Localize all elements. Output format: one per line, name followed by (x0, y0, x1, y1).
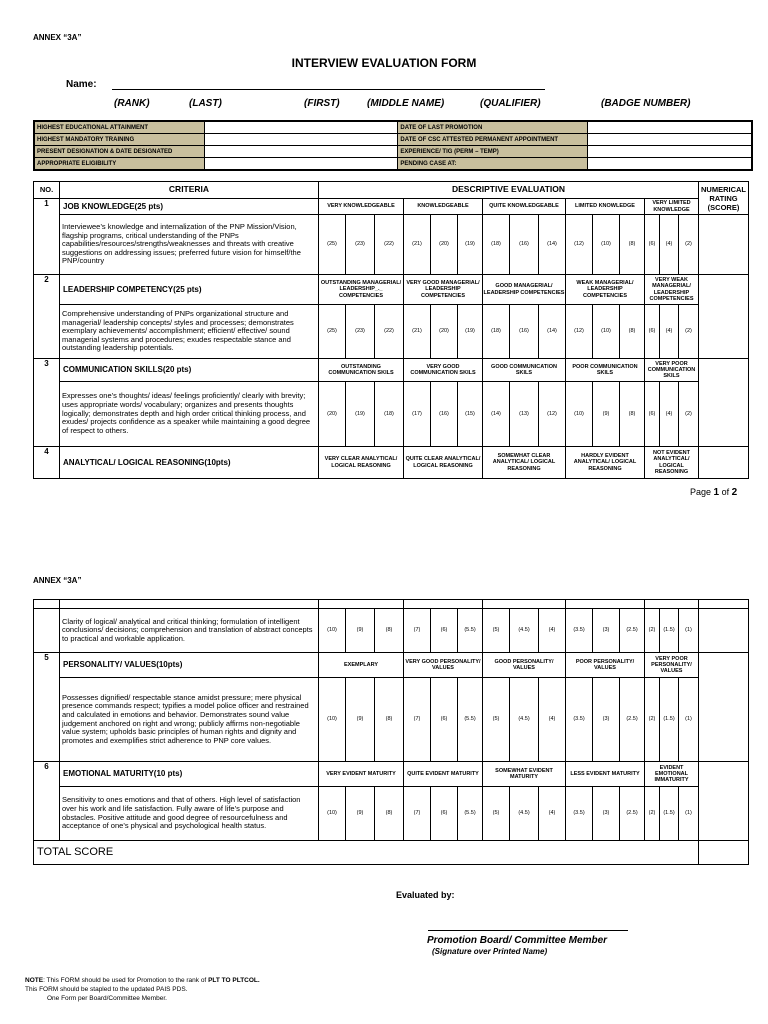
info-label: APPROPRIATE ELIGIBILITY (34, 158, 205, 171)
continuation-spacer-row (34, 600, 749, 609)
score-option[interactable]: (14) (483, 382, 510, 447)
score-option[interactable]: (20) (319, 382, 346, 447)
page-number (690, 487, 737, 498)
score-option[interactable]: (10) (319, 787, 346, 841)
criterion-description: Sensitivity to ones emotions and that of others. High level of satisfaction over his work and life satisfaction. Fully aware of life’s purpose and obstacles. Positive attitude and good degree of resourcefulness and acceptance of one’s physical and psychological health status. (60, 787, 319, 841)
score-option[interactable]: (5) (483, 609, 510, 653)
score-option[interactable]: (8) (620, 305, 645, 359)
score-option[interactable]: (12) (539, 382, 566, 447)
blank-cell (60, 600, 319, 609)
criterion-name: ANALYTICAL/ LOGICAL REASONING(10pts) (60, 447, 319, 479)
level-label: QUITE KNOWLEDGEABLE (483, 199, 566, 215)
score-option[interactable]: (5.5) (458, 609, 483, 653)
criterion-score-row (34, 305, 749, 359)
score-option[interactable]: (2.5) (620, 678, 645, 762)
info-label: HIGHEST MANDATORY TRAINING (34, 134, 205, 146)
level-label: SOMEWHAT EVIDENT MATURITY (483, 762, 566, 787)
evaluated-by-label: Evaluated by: (396, 890, 455, 900)
score-option[interactable]: (16) (510, 215, 539, 275)
name-input-line[interactable] (112, 89, 545, 90)
note-text-1a: : This FORM should be used for Promotion to the rank of (43, 977, 209, 984)
blank-cell (645, 600, 699, 609)
name-field-first: (FIRST) (304, 98, 340, 109)
page-prefix: Page (690, 487, 714, 497)
score-input[interactable] (699, 447, 749, 479)
score-option[interactable]: (10) (319, 609, 346, 653)
level-label: VERY POOR PERSONALITY/ VALUES (645, 653, 699, 678)
score-option[interactable]: (25) (319, 305, 346, 359)
criterion-number: 5 (34, 653, 60, 762)
score-option[interactable]: (23) (346, 305, 375, 359)
note-label: NOTE (25, 977, 44, 984)
score-option[interactable]: (3.5) (566, 678, 593, 762)
score-option[interactable]: (3) (593, 609, 620, 653)
page-total: 2 (731, 487, 738, 498)
score-input[interactable] (699, 215, 749, 275)
board-member-label: Promotion Board/ Committee Member (427, 935, 608, 946)
total-score-row (34, 841, 749, 865)
blank-cell (483, 600, 566, 609)
score-option[interactable]: (2) (645, 787, 660, 841)
level-label: VERY WEAK MANAGERIAL/ LEADERSHIP COMPETENCIES (645, 275, 699, 305)
level-label: OUTSTANDING MANAGERIAL/ LEADERSHIP_._ COMPETENCIES (319, 275, 404, 305)
criteria-header: CRITERIA (60, 182, 319, 199)
info-value-field[interactable] (205, 158, 398, 171)
criterion-number: 2 (34, 275, 60, 359)
score-option[interactable]: (6) (431, 609, 458, 653)
score-option[interactable]: (8) (375, 609, 404, 653)
score-option[interactable]: (20) (431, 215, 458, 275)
criterion-name: JOB KNOWLEDGE(25 pts) (60, 199, 319, 215)
score-option[interactable]: (3.5) (566, 787, 593, 841)
criterion-name: PERSONALITY/ VALUES(10pts) (60, 653, 319, 678)
note-line-2: This FORM should be stapled to the updated PAIS PDS. (25, 986, 188, 993)
page-of: of (719, 487, 732, 497)
criterion-number: 1 (34, 199, 60, 275)
level-label: VERY GOOD COMMUNICATION SKILS (404, 359, 483, 382)
info-value-field[interactable] (588, 134, 752, 146)
info-row (34, 134, 752, 146)
score-option[interactable]: (21) (404, 305, 431, 359)
level-label: GOOD PERSONALITY/ VALUES (483, 653, 566, 678)
blank-cell (699, 600, 749, 609)
score-option[interactable]: (1.5) (660, 609, 679, 653)
level-label: QUITE EVIDENT MATURITY (404, 762, 483, 787)
score-option[interactable]: (7) (404, 609, 431, 653)
score-option[interactable]: (8) (375, 787, 404, 841)
score-option[interactable]: (6) (431, 678, 458, 762)
score-option[interactable]: (5) (483, 787, 510, 841)
score-option[interactable]: (19) (346, 382, 375, 447)
level-label: GOOD COMMUNICATION SKILS (483, 359, 566, 382)
score-option[interactable]: (23) (346, 215, 375, 275)
name-field-rank: (RANK) (114, 98, 150, 109)
evaluation-table-page1 (33, 181, 749, 479)
score-option[interactable]: (4.5) (510, 609, 539, 653)
level-label: EVIDENT EMOTIONAL IMMATURITY (645, 762, 699, 787)
score-option[interactable]: (4.5) (510, 678, 539, 762)
info-row (34, 146, 752, 158)
header-row (34, 182, 749, 199)
score-option[interactable]: (14) (539, 305, 566, 359)
level-label: VERY POOR COMMUNICATION SKILS (645, 359, 699, 382)
score-option[interactable]: (8) (375, 678, 404, 762)
score-option[interactable]: (6) (431, 787, 458, 841)
score-option[interactable]: (21) (404, 215, 431, 275)
info-label: PENDING CASE AT: (398, 158, 588, 171)
score-option[interactable]: (1) (679, 787, 699, 841)
evaluation-table-page2 (33, 599, 749, 865)
info-value-field[interactable] (588, 146, 752, 158)
note-line-1 (25, 977, 260, 984)
score-option[interactable]: (6) (645, 305, 660, 359)
score-option[interactable]: (16) (510, 305, 539, 359)
level-label: EXEMPLARY (319, 653, 404, 678)
score-option[interactable]: (4) (660, 305, 679, 359)
score-option[interactable]: (5.5) (458, 678, 483, 762)
score-option[interactable]: (16) (431, 382, 458, 447)
score-input[interactable] (699, 359, 749, 447)
score-input[interactable] (699, 609, 749, 653)
score-option[interactable]: (4) (539, 678, 566, 762)
info-value-field[interactable] (205, 146, 398, 158)
criterion-description: Comprehensive understanding of PNPs organizational structure and managerial/ leadership concepts/ styles and processes; demonstrates exemplary achievements/ accomplishment; efficient/ effective/ sound managerial systems and procedures; exudes respectable stance and outstanding leadership potentials. (60, 305, 319, 359)
total-score-input[interactable] (699, 841, 749, 865)
note-line-3: One Form per Board/Committee Member. (47, 995, 167, 1002)
score-option[interactable]: (3) (593, 787, 620, 841)
score-input[interactable] (699, 653, 749, 762)
criterion-level-row (34, 447, 749, 479)
level-label: VERY CLEAR ANALYTICAL/ LOGICAL REASONING (319, 447, 404, 479)
note-text-1b: PLT TO PLTCOL. (208, 977, 260, 984)
signature-line[interactable] (428, 930, 628, 931)
info-label: HIGHEST EDUCATIONAL ATTAINMENT (34, 121, 205, 134)
blank-cell (319, 600, 404, 609)
numerical-rating-header: NUMERICAL RATING (SCORE) (699, 182, 749, 215)
info-label: DATE OF LAST PROMOTION (398, 121, 588, 134)
score-option[interactable]: (3) (593, 678, 620, 762)
score-option[interactable]: (7) (404, 787, 431, 841)
score-option[interactable]: (2.5) (620, 609, 645, 653)
blank-cell (566, 600, 645, 609)
criterion-name: LEADERSHIP COMPETENCY(25 pts) (60, 275, 319, 305)
score-option[interactable]: (4) (539, 609, 566, 653)
score-option[interactable]: (5.5) (458, 787, 483, 841)
score-option[interactable]: (20) (431, 305, 458, 359)
score-option[interactable]: (15) (458, 382, 483, 447)
criterion-description: Interviewee’s knowledge and internalization of the PNP Mission/Vision, flagship programs, critical understanding of the PNPs capabilities/resources/strengths/weaknesses and threats with creative suggestions on addressing issues; preferred future vision for himself/the PNP/country (60, 215, 319, 275)
score-option[interactable]: (22) (375, 305, 404, 359)
score-option[interactable]: (19) (458, 305, 483, 359)
level-label: LIMITED KNOWLEDGE (566, 199, 645, 215)
level-label: QUITE CLEAR ANALYTICAL/ LOGICAL REASONING (404, 447, 483, 479)
score-option[interactable]: (6) (645, 382, 660, 447)
level-label: NOT EVIDENT ANALYTICAL/ LOGICAL REASONING (645, 447, 699, 479)
info-value-field[interactable] (588, 121, 752, 134)
criterion-description: Clarity of logical/ analytical and critical thinking; formulation of intelligent conclusions/ decisions; comprehension and translation of abstract concepts to practical and workable application. (60, 609, 319, 653)
score-option[interactable]: (12) (566, 305, 593, 359)
score-option[interactable]: (6) (645, 215, 660, 275)
signature-note: (Signature over Printed Name) (432, 947, 548, 956)
score-option[interactable]: (18) (375, 382, 404, 447)
name-field-badge: (BADGE NUMBER) (601, 98, 691, 109)
score-option[interactable]: (1.5) (660, 787, 679, 841)
score-option[interactable]: (1.5) (660, 678, 679, 762)
annex-label-page2: ANNEX “3A” (33, 576, 82, 585)
level-label: HARDLY EVIDENT ANALYTICAL/ LOGICAL REASONING (566, 447, 645, 479)
criterion-number: 6 (34, 762, 60, 841)
info-value-field[interactable] (205, 121, 398, 134)
score-option[interactable]: (22) (375, 215, 404, 275)
info-label: EXPERIENCE/ TIG (PERM – TEMP) (398, 146, 588, 158)
criterion-score-row (34, 787, 749, 841)
criterion-level-row (34, 762, 749, 787)
score-option[interactable]: (2.5) (620, 787, 645, 841)
level-label: OUTSTANDING COMMUNICATION SKILS (319, 359, 404, 382)
criterion-level-row (34, 199, 749, 215)
criterion-description: Possesses dignified/ respectable stance amidst pressure; mere physical presence commands respect; typifies a model police officer and restrained and calculated in emotions and behavior. Demonstrates sound value judgement anchored on right and wrong; publicly affirms non-negotiable value system; upholds basic principles of human rights and dignity and promotes and exemplifies strict adherence to PNP core values. (60, 678, 319, 762)
page-current: 1 (713, 487, 720, 498)
level-label: VERY LIMITED KNOWLEDGE (645, 199, 699, 215)
score-option[interactable]: (10) (593, 215, 620, 275)
score-option[interactable]: (14) (539, 215, 566, 275)
criterion-score-row (34, 382, 749, 447)
info-value-field[interactable] (588, 158, 752, 171)
criterion-level-row (34, 359, 749, 382)
total-score-label: TOTAL SCORE (34, 841, 699, 865)
descriptive-evaluation-header: DESCRIPTIVE EVALUATION (319, 182, 699, 199)
score-option[interactable]: (10) (593, 305, 620, 359)
score-option[interactable]: (7) (404, 678, 431, 762)
blank-cell (404, 600, 483, 609)
level-label: VERY GOOD MANAGERIAL/ LEADERSHIP COMPETENCIES (404, 275, 483, 305)
score-option[interactable]: (2) (679, 215, 699, 275)
criterion-name: EMOTIONAL MATURITY(10 pts) (60, 762, 319, 787)
score-option[interactable]: (5) (483, 678, 510, 762)
criterion-score-row (34, 215, 749, 275)
info-value-field[interactable] (205, 134, 398, 146)
score-option[interactable]: (9) (346, 678, 375, 762)
score-option[interactable]: (18) (483, 215, 510, 275)
score-option[interactable]: (2) (645, 609, 660, 653)
score-option[interactable]: (17) (404, 382, 431, 447)
page-title: INTERVIEW EVALUATION FORM (291, 56, 477, 70)
score-option[interactable]: (1) (679, 609, 699, 653)
blank-cell (34, 609, 60, 653)
score-option[interactable]: (13) (510, 382, 539, 447)
info-row (34, 121, 752, 134)
score-option[interactable]: (10) (319, 678, 346, 762)
level-label: VERY KNOWLEDGEABLE (319, 199, 404, 215)
level-label: VERY GOOD PERSONALITY/ VALUES (404, 653, 483, 678)
level-label: POOR PERSONALITY/ VALUES (566, 653, 645, 678)
criterion-description: Expresses one’s thoughts/ ideas/ feelings proficiently/ clearly with brevity; uses appropriate words/ vocabulary; organizes and presents thoughts logically; demonstrates depth and high order critical thinking process, and exudes/ projects confidence as a speaker while maintaining a good degree of respect to others. (60, 382, 319, 447)
criterion-number: 4 (34, 447, 60, 479)
level-label: GOOD MANAGERIAL/ LEADERSHIP COMPETENCIES (483, 275, 566, 305)
annex-label: ANNEX “3A” (33, 33, 82, 42)
name-field-middle: (MIDDLE NAME) (367, 98, 445, 109)
score-option[interactable]: (2) (679, 305, 699, 359)
score-option[interactable]: (4) (660, 382, 679, 447)
score-option[interactable]: (3.5) (566, 609, 593, 653)
score-option[interactable]: (18) (483, 305, 510, 359)
level-label: KNOWLEDGEABLE (404, 199, 483, 215)
score-option[interactable]: (4) (539, 787, 566, 841)
score-option[interactable]: (2) (645, 678, 660, 762)
criterion-level-row (34, 275, 749, 305)
score-option[interactable]: (25) (319, 215, 346, 275)
score-input[interactable] (699, 275, 749, 359)
score-option[interactable]: (9) (346, 609, 375, 653)
level-label: LESS EVIDENT MATURITY (566, 762, 645, 787)
info-label: PRESENT DESIGNATION & DATE DESIGNATED (34, 146, 205, 158)
level-label: WEAK MANAGERIAL/ LEADERSHIP COMPETENCIES (566, 275, 645, 305)
score-option[interactable]: (1) (679, 678, 699, 762)
criterion-score-row (34, 609, 749, 653)
blank-cell (34, 600, 60, 609)
score-option[interactable]: (9) (346, 787, 375, 841)
score-option[interactable]: (9) (593, 382, 620, 447)
level-label: VERY EVIDENT MATURITY (319, 762, 404, 787)
name-label: Name: (66, 79, 97, 90)
criterion-score-row (34, 678, 749, 762)
name-field-qualifier: (QUALIFIER) (480, 98, 541, 109)
level-label: SOMEWHAT CLEAR ANALYTICAL/ LOGICAL REASONING (483, 447, 566, 479)
no-header: NO. (34, 182, 60, 199)
score-option[interactable]: (12) (566, 215, 593, 275)
info-row (34, 158, 752, 171)
criterion-level-row (34, 653, 749, 678)
score-input[interactable] (699, 762, 749, 841)
score-option[interactable]: (8) (620, 215, 645, 275)
criterion-name: COMMUNICATION SKILLS(20 pts) (60, 359, 319, 382)
personal-info-table (33, 120, 753, 171)
level-label: POOR COMMUNICATION SKILS (566, 359, 645, 382)
score-option[interactable]: (4.5) (510, 787, 539, 841)
name-field-last: (LAST) (189, 98, 222, 109)
score-option[interactable]: (10) (566, 382, 593, 447)
score-option[interactable]: (19) (458, 215, 483, 275)
score-option[interactable]: (2) (679, 382, 699, 447)
info-label: DATE OF CSC ATTESTED PERMANENT APPOINTMENT (398, 134, 588, 146)
criterion-number: 3 (34, 359, 60, 447)
score-option[interactable]: (8) (620, 382, 645, 447)
score-option[interactable]: (4) (660, 215, 679, 275)
